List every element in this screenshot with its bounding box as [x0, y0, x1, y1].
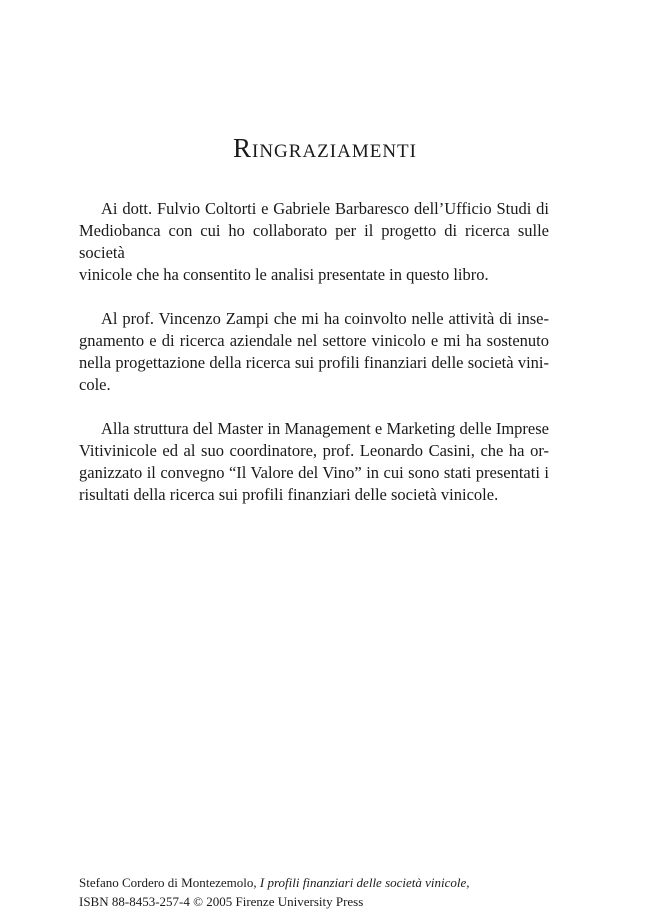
paragraph-1	[79, 198, 549, 286]
text-line: Vitivinicole ed al suo coordinatore, prof. Leonardo Casini, che ha or-	[79, 441, 549, 460]
paragraph-2	[79, 308, 549, 396]
footer-author: Stefano Cordero di Montezemolo,	[79, 875, 260, 890]
paragraph-3	[79, 418, 549, 506]
footer-book-title: I profili finanziari delle società vinicole	[259, 875, 467, 890]
text-line: risultati della ricerca sui profili finanziari delle società vinicole.	[79, 485, 499, 504]
page-title: Ringraziamenti	[233, 133, 417, 163]
text-line: Alla struttura del Master in Management e Marketing delle Imprese	[101, 419, 549, 438]
acknowledgements-body	[79, 198, 549, 528]
text-line: Ai dott. Fulvio Coltorti e Gabriele Barbaresco dell’Ufficio Studi di	[101, 199, 549, 218]
copyright-footer	[79, 873, 559, 911]
footer-comma: ,	[466, 875, 470, 890]
text-line: Mediobanca con cui ho collaborato per il progetto di ricerca sulle società	[79, 221, 549, 262]
text-line: nella progettazione della ricerca sui profili finanziari delle società vini-	[79, 353, 549, 372]
text-line: ganizzato il convegno “Il Valore del Vino” in cui sono stati presentati i	[79, 463, 549, 482]
text-line: gnamento e di ricerca aziendale nel settore vinicolo e mi ha sostenuto	[79, 331, 549, 350]
citation-line	[79, 873, 559, 892]
text-line: cole.	[79, 375, 111, 394]
text-line: Al prof. Vincenzo Zampi che mi ha coinvolto nelle attività di inse-	[101, 309, 549, 328]
text-line: vinicole che ha consentito le analisi presentate in questo libro.	[79, 265, 489, 284]
isbn-line: ISBN 88-8453-257-4 © 2005 Firenze University Press	[79, 894, 364, 909]
